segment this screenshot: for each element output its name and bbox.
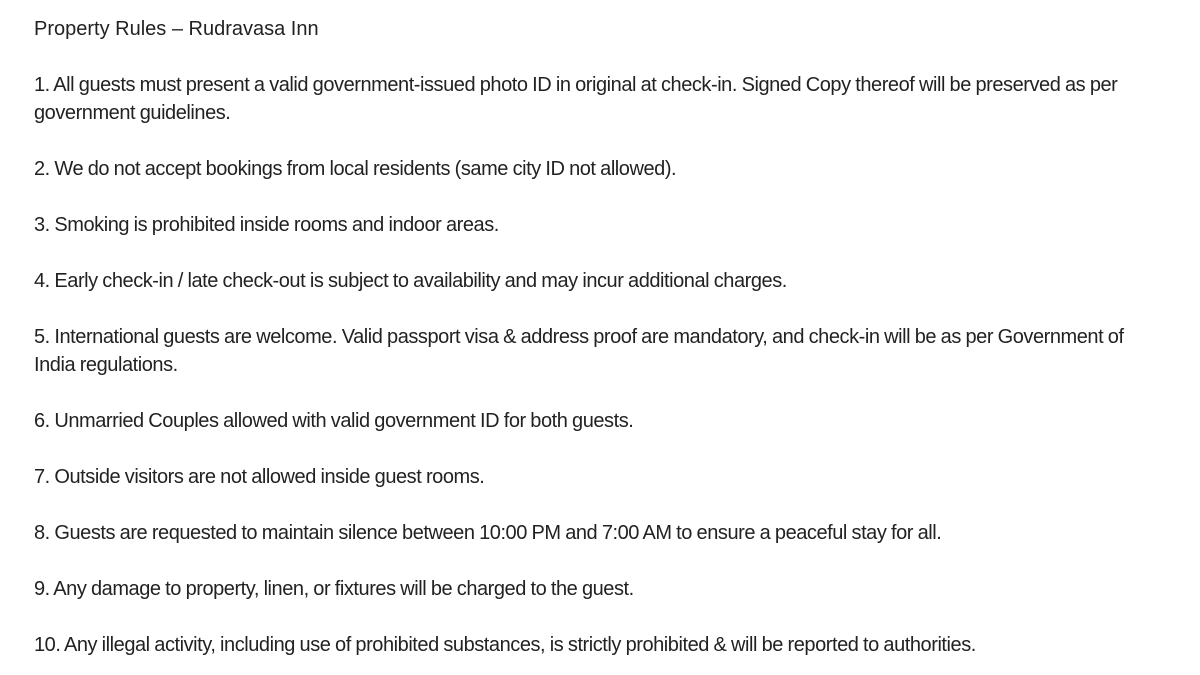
rule-item-9: 9. Any damage to property, linen, or fixtures will be charged to the guest. [34,578,634,600]
rule-item-10: 10. Any illegal activity, including use of prohibited substances, is strictly prohibited & will be reported to authorities. [34,634,976,656]
rule-item-1: 1. All guests must present a valid government-issued photo ID in original at check-in. Signed Copy thereof will be preserved as per government guidelines. [34,74,1118,124]
rule-item-5: 5. International guests are welcome. Valid passport visa & address proof are mandatory, and check-in will be as per Government of India regulations. [34,326,1124,376]
rule-item-6: 6. Unmarried Couples allowed with valid government ID for both guests. [34,410,634,432]
rule-item-4: 4. Early check-in / late check-out is subject to availability and may incur additional charges. [34,270,787,292]
rule-item-3: 3. Smoking is prohibited inside rooms and indoor areas. [34,214,499,236]
rules-list [34,71,1160,659]
rule-item-8: 8. Guests are requested to maintain silence between 10:00 PM and 7:00 AM to ensure a peaceful stay for all. [34,522,942,544]
rule-item-7: 7. Outside visitors are not allowed inside guest rooms. [34,466,485,488]
document-title: Property Rules – Rudravasa Inn [34,18,319,40]
rule-item-2: 2. We do not accept bookings from local residents (same city ID not allowed). [34,158,677,180]
